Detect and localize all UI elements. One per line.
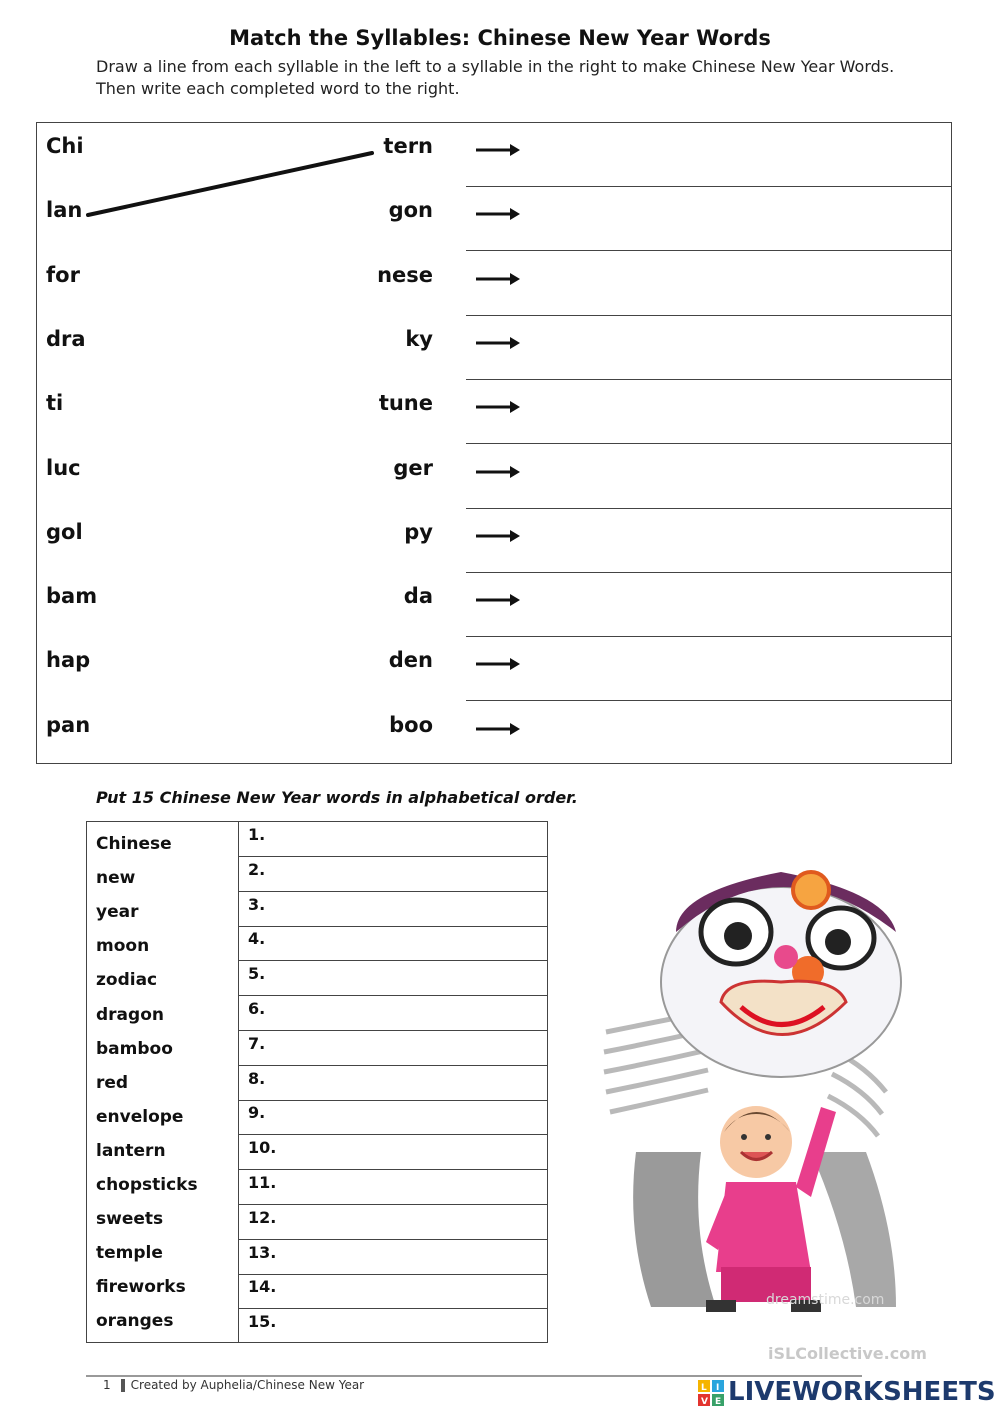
lion-head bbox=[661, 872, 901, 1077]
order-table bbox=[86, 821, 548, 1343]
arrow-right-icon bbox=[474, 399, 522, 415]
answer-row-line[interactable] bbox=[238, 926, 548, 927]
answer-number: 8. bbox=[248, 1068, 266, 1088]
answer-row-line[interactable] bbox=[238, 1134, 548, 1135]
word-bank-item: sweets bbox=[96, 1209, 164, 1230]
answer-line[interactable] bbox=[466, 636, 952, 637]
answer-number: 5. bbox=[248, 964, 266, 984]
right-syllable[interactable]: boo bbox=[389, 712, 433, 737]
liveworksheets-brand[interactable] bbox=[698, 1377, 996, 1407]
word-bank-item: moon bbox=[96, 936, 150, 957]
answer-number: 3. bbox=[248, 894, 266, 914]
word-bank-item: temple bbox=[96, 1243, 163, 1264]
answer-row-line[interactable] bbox=[238, 856, 548, 857]
word-bank-item: new bbox=[96, 868, 136, 889]
column-divider bbox=[238, 822, 239, 1342]
left-syllable[interactable]: lan bbox=[46, 198, 83, 223]
lion-dance-illustration bbox=[596, 852, 926, 1322]
left-syllable[interactable]: dra bbox=[46, 326, 86, 351]
answer-line[interactable] bbox=[466, 443, 952, 444]
lion-cloth-left bbox=[633, 1152, 716, 1307]
arrow-right-icon bbox=[474, 528, 522, 544]
answer-number: 9. bbox=[248, 1103, 266, 1123]
answer-row-line[interactable] bbox=[238, 1274, 548, 1275]
site-watermark: iSLCollective.com bbox=[768, 1344, 927, 1363]
answer-number: 11. bbox=[248, 1173, 277, 1192]
lion-cloth-right bbox=[811, 1152, 896, 1307]
answer-line[interactable] bbox=[466, 508, 952, 509]
word-bank-item: lantern bbox=[96, 1140, 166, 1161]
brand-name: LIVEWORKSHEETS bbox=[728, 1377, 996, 1407]
word-bank-item: Chinese bbox=[96, 834, 172, 854]
word-bank-item: envelope bbox=[96, 1106, 184, 1127]
answer-row-line[interactable] bbox=[238, 1308, 548, 1309]
svg-text:E: E bbox=[715, 1396, 722, 1406]
left-syllable[interactable]: for bbox=[46, 262, 80, 287]
order-instructions: Put 15 Chinese New Year words in alphabetical order. bbox=[96, 788, 578, 807]
answer-number: 10. bbox=[248, 1138, 277, 1158]
page-number: 1 bbox=[103, 1378, 111, 1392]
right-syllable[interactable]: da bbox=[403, 584, 433, 609]
svg-text:V: V bbox=[701, 1396, 708, 1406]
right-syllable[interactable]: gon bbox=[388, 198, 433, 223]
answer-number: 7. bbox=[248, 1033, 266, 1053]
svg-text:I: I bbox=[716, 1382, 720, 1393]
right-syllable[interactable]: py bbox=[404, 519, 433, 544]
answer-number: 15. bbox=[248, 1312, 277, 1332]
answer-row-line[interactable] bbox=[238, 1030, 548, 1031]
left-syllable[interactable]: luc bbox=[46, 455, 81, 480]
left-syllable[interactable]: bam bbox=[46, 584, 98, 609]
answer-number: 1. bbox=[248, 825, 266, 844]
left-syllable[interactable]: ti bbox=[46, 391, 64, 416]
footer bbox=[103, 1378, 364, 1392]
answer-row-line[interactable] bbox=[238, 1100, 548, 1101]
word-bank-item: bamboo bbox=[96, 1038, 173, 1059]
arrow-right-icon bbox=[474, 721, 522, 737]
arrow-right-icon bbox=[474, 464, 522, 480]
footer-credit: Created by Auphelia/Chinese New Year bbox=[130, 1378, 365, 1392]
example-match-line bbox=[0, 0, 1000, 400]
word-bank-item: year bbox=[96, 902, 139, 923]
answer-number: 2. bbox=[248, 859, 266, 879]
word-bank-item: zodiac bbox=[96, 970, 158, 991]
answer-row-line[interactable] bbox=[238, 1204, 548, 1205]
answer-number: 4. bbox=[248, 929, 266, 949]
answer-row-line[interactable] bbox=[238, 960, 548, 961]
right-syllable[interactable]: tune bbox=[378, 391, 433, 416]
answer-number: 12. bbox=[248, 1207, 277, 1227]
right-syllable[interactable]: ger bbox=[393, 455, 433, 480]
right-syllable[interactable]: tern bbox=[383, 134, 433, 158]
answer-number: 13. bbox=[248, 1242, 277, 1262]
word-bank-item: chopsticks bbox=[96, 1175, 198, 1195]
answer-number: 6. bbox=[248, 999, 266, 1018]
word-bank-item: red bbox=[96, 1072, 129, 1093]
footer-bar bbox=[121, 1379, 125, 1392]
page-title: Match the Syllables: Chinese New Year Words bbox=[229, 26, 771, 50]
arrow-right-icon bbox=[474, 592, 522, 608]
left-syllable[interactable]: gol bbox=[46, 519, 83, 544]
answer-row-line[interactable] bbox=[238, 1169, 548, 1170]
answer-row-line[interactable] bbox=[238, 1239, 548, 1240]
left-syllable[interactable]: Chi bbox=[46, 134, 84, 158]
left-syllable[interactable]: hap bbox=[46, 648, 91, 673]
left-syllable[interactable]: pan bbox=[46, 712, 91, 737]
instructions: Draw a line from each syllable in the left to a syllable in the right to make Chinese New Year Words. Then write each completed word to the right. bbox=[96, 57, 895, 98]
answer-number: 14. bbox=[248, 1277, 277, 1297]
boy-figure bbox=[706, 1106, 836, 1312]
right-syllable[interactable]: den bbox=[388, 648, 433, 673]
svg-text:L: L bbox=[701, 1382, 707, 1393]
liveworksheets-logo-icon bbox=[698, 1380, 724, 1406]
answer-line[interactable] bbox=[466, 572, 952, 573]
answer-row-line[interactable] bbox=[238, 891, 548, 892]
answer-row-line[interactable] bbox=[238, 1065, 548, 1066]
right-syllable[interactable]: nese bbox=[377, 262, 433, 287]
word-bank-item: oranges bbox=[96, 1311, 174, 1332]
illustration-watermark: dreamstime.com bbox=[766, 1292, 885, 1308]
arrow-right-icon bbox=[474, 656, 522, 672]
word-bank-item: dragon bbox=[96, 1004, 164, 1025]
answer-line[interactable] bbox=[466, 700, 952, 701]
answer-row-line[interactable] bbox=[238, 995, 548, 996]
right-syllable[interactable]: ky bbox=[405, 326, 433, 351]
word-bank-item: fireworks bbox=[96, 1277, 186, 1298]
